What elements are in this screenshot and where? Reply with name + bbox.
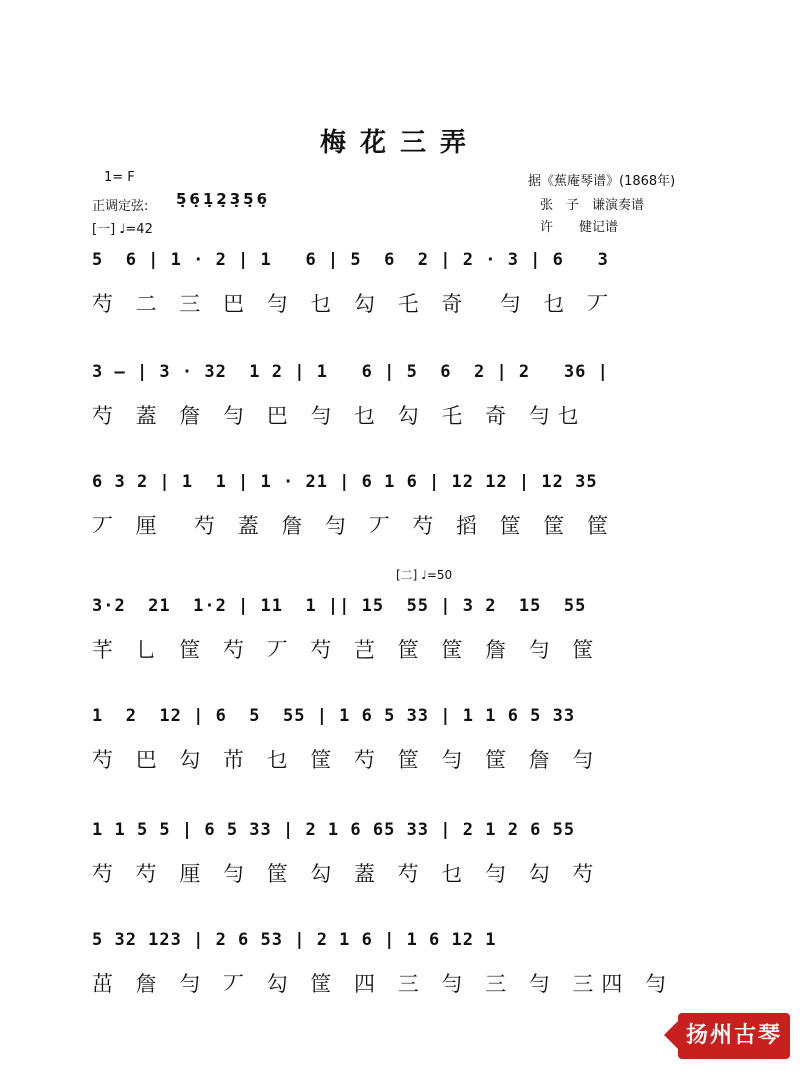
page-title: 梅花三弄 <box>319 128 480 158</box>
score-numbers: 5 6 | 1 · 2 | 1 6 | 5 6 2 | 2 · 3 | 6 3 <box>92 250 609 270</box>
jianzipu-row: 芍 二 三 巴 勻 乜 勾 乇 奇 勻 乜 丆 <box>92 292 617 316</box>
score-numbers: 3 — | 3 · 32 1 2 | 1 6 | 5 6 2 | 2 36 | <box>92 362 609 382</box>
score-line-1 <box>92 240 742 350</box>
score-numbers: 5 32 123 | 2 6 53 | 2 1 6 | 1 6 12 1 <box>92 930 497 950</box>
score-line-7 <box>92 920 742 1030</box>
tempo-marking-2: [二] ♩=50 <box>396 568 453 582</box>
key-signature: 1= F <box>104 170 135 185</box>
source-credit: 据《蕉庵琴谱》(1868年) <box>528 174 676 189</box>
score-line-4 <box>92 586 742 696</box>
tuning-label: 正调定弦: <box>92 199 149 214</box>
watermark-logo: 扬州古琴 <box>678 1013 790 1059</box>
jianzipu-row: 芊 乚 筐 芍 丆 芍 芑 筐 筐 詹 勻 筐 <box>92 638 602 662</box>
score-numbers: 1 2 12 | 6 5 55 | 1 6 5 33 | 1 1 6 5 33 <box>92 706 576 726</box>
score-numbers: 6 3 2 | 1 1 | 1 · 21 | 6 1 6 | 12 12 | 12 35 <box>92 472 598 492</box>
score-line-5 <box>92 696 742 806</box>
tempo-marking-1: [一] ♩=42 <box>92 222 153 237</box>
tuning-notes: 5̣6̣1̣2̣3̣5̣6̣ <box>176 190 271 208</box>
score-line-3 <box>92 462 742 572</box>
jianzipu-row: 芍 芍 厘 勻 筐 勾 蓋 芍 乜 勻 勾 芍 <box>92 862 602 886</box>
score-numbers: 3·2 21 1·2 | 11 1 || 15 55 | 3 2 15 55 <box>92 596 587 616</box>
jianzipu-row: 芍 巴 勾 芇 乜 筐 芍 筐 勻 筐 詹 勻 <box>92 748 602 772</box>
score-line-6 <box>92 810 742 920</box>
performer-credit: 张 子 谦演奏谱 <box>540 198 645 213</box>
transcriber-credit: 许 健记谱 <box>540 220 619 235</box>
score-line-2 <box>92 352 742 462</box>
jianzipu-row: 芍 蓋 詹 勻 巴 勻 乜 勾 乇 奇 勻乜 <box>92 404 587 428</box>
score-numbers: 1 1 5 5 | 6 5 33 | 2 1 6 65 33 | 2 1 2 6 55 <box>92 820 576 840</box>
jianzipu-row: 茁 詹 勻 丆 勾 筐 四 三 勻 三 勻 三四 勻 <box>92 972 675 996</box>
jianzipu-row: 丆 厘 芍 蓋 詹 勻 丆 芍 搯 筐 筐 筐 <box>92 514 617 538</box>
